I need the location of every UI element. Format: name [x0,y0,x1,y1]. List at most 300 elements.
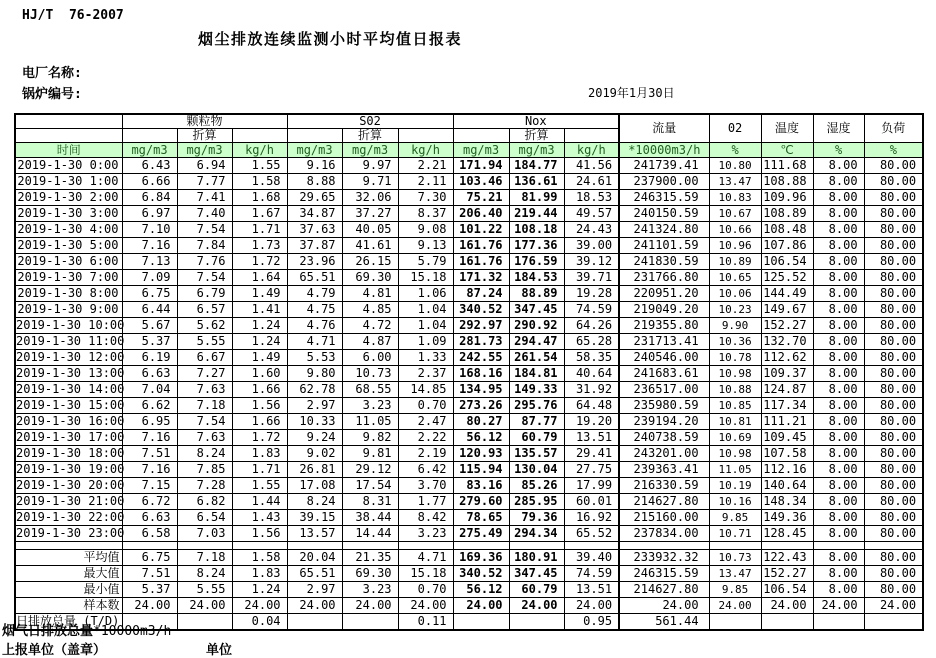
plant-name-label: 电厂名称: [22,66,82,81]
value-cell: 2.21 [398,158,453,174]
value-cell: 80.00 [864,254,923,270]
value-cell: 4.79 [287,286,342,302]
value-cell: 60.79 [509,430,564,446]
value-cell: 108.48 [761,222,813,238]
flue-gas-total-note [2,620,171,639]
value-cell: 0.95 [564,614,619,631]
value-cell: 161.76 [453,254,509,270]
time-cell: 2019-1-30 20:00 [16,478,125,492]
value-cell: 0.70 [398,582,453,598]
value-cell: 10.69 [709,430,761,446]
group-header-load: 负荷 [864,114,923,143]
value-cell: 7.54 [177,222,232,238]
summary-row [15,598,923,614]
value-cell: 1.73 [232,238,287,254]
value-cell: 7.51 [122,566,177,582]
value-cell: 7.28 [177,478,232,494]
value-cell: 24.43 [564,222,619,238]
time-cell: 2019-1-30 9:00 [15,302,122,318]
value-cell: 128.45 [761,526,813,542]
value-cell: 7.51 [122,446,177,462]
value-cell: 74.59 [564,566,619,582]
value-cell: 275.49 [453,526,509,542]
value-cell: 31.92 [564,382,619,398]
time-cell: 2019-1-30 13:00 [16,366,125,380]
value-cell: 4.72 [342,318,398,334]
data-row [15,222,923,238]
value-cell: 177.36 [509,238,564,254]
value-cell: 1.49 [232,286,287,302]
time-cell: 2019-1-30 5:00 [15,238,122,254]
value-cell: 10.23 [709,302,761,318]
summary-row [15,550,923,566]
value-cell: 3.23 [398,526,453,542]
value-cell: 80.00 [864,510,923,526]
value-cell: 8.00 [813,158,864,174]
time-cell: 2019-1-30 19:00 [16,462,125,476]
value-cell: 6.95 [122,414,177,430]
value-cell: 32.06 [342,190,398,206]
value-cell: 1.24 [232,318,287,334]
value-cell: 24.00 [864,598,923,614]
value-cell: 21.35 [342,550,398,566]
value-cell: 231766.80 [619,270,709,286]
time-cell: 2019-1-30 17:00 [16,430,125,444]
data-row [15,510,923,526]
unit-header-cell: *10000m3/h [619,143,709,158]
value-cell: 20.04 [287,550,342,566]
value-cell: 10.19 [709,478,761,494]
value-cell: 41.61 [342,238,398,254]
value-cell: 2.19 [398,446,453,462]
subheader-converted: 折算 [342,129,398,143]
value-cell: 7.77 [177,174,232,190]
value-cell: 13.47 [709,174,761,190]
value-cell: 8.00 [813,238,864,254]
value-cell: 10.67 [709,206,761,222]
value-cell: 24.00 [342,598,398,614]
value-cell: 85.26 [509,478,564,494]
value-cell: 214627.80 [619,582,709,598]
value-cell: 9.71 [342,174,398,190]
value-cell: 19.20 [564,414,619,430]
value-cell: 115.94 [453,462,509,478]
value-cell: 149.36 [761,510,813,526]
value-cell: 6.66 [122,174,177,190]
value-cell: 80.00 [864,174,923,190]
unit-header-cell: 时间 [15,143,122,158]
data-row [15,350,923,366]
value-cell: 10.06 [709,286,761,302]
unit-label: 单位 [206,643,233,658]
value-cell: 273.26 [453,398,509,414]
group-header-so2: S02 [287,114,453,129]
value-cell: 15.18 [398,270,453,286]
value-cell: 4.71 [287,334,342,350]
time-cell: 2019-1-30 15:00 [16,398,125,412]
value-cell: 24.61 [564,174,619,190]
group-header-flow: 流量 [619,114,709,143]
value-cell: 5.37 [122,334,177,350]
value-cell: 80.00 [864,398,923,414]
value-cell: 6.67 [177,350,232,366]
value-cell: 112.62 [761,350,813,366]
value-cell: 39.15 [287,510,342,526]
value-cell: 11.05 [342,414,398,430]
value-cell: 6.44 [122,302,177,318]
value-cell: 6.63 [122,366,177,382]
value-cell: 292.97 [453,318,509,334]
value-cell: 24.00 [761,598,813,614]
value-cell: 215160.00 [619,510,709,526]
value-cell: 106.54 [761,254,813,270]
value-cell: 6.62 [122,398,177,414]
value-cell: 294.47 [509,334,564,350]
group-header-pm: 颗粒物 [122,114,287,129]
value-cell: 29.65 [287,190,342,206]
value-cell: 6.82 [177,494,232,510]
summary-row [15,566,923,582]
value-cell: 27.75 [564,462,619,478]
time-cell: 2019-1-30 10:00 [16,318,125,332]
value-cell: 8.00 [813,550,864,566]
value-cell: 144.49 [761,286,813,302]
value-cell: 81.99 [509,190,564,206]
value-cell: 1.72 [232,430,287,446]
value-cell: 24.00 [813,598,864,614]
value-cell: 1.58 [232,174,287,190]
value-cell: 74.59 [564,302,619,318]
value-cell: 7.16 [122,430,177,446]
value-cell: 1.56 [232,398,287,414]
time-cell: 2019-1-30 6:00 [15,254,122,270]
value-cell: 64.48 [564,398,619,414]
unit-header-cell: kg/h [232,143,287,158]
value-cell [342,614,398,631]
value-cell: 1.44 [232,494,287,510]
value-cell: 8.00 [813,270,864,286]
value-cell: 290.92 [509,318,564,334]
value-cell: 3.23 [342,582,398,598]
value-cell: 13.57 [287,526,342,542]
value-cell: 108.88 [761,174,813,190]
value-cell: 60.01 [564,494,619,510]
data-row [15,526,923,542]
value-cell: 7.10 [122,222,177,238]
value-cell: 5.62 [177,318,232,334]
value-cell: 1.41 [232,302,287,318]
unit-header-cell: mg/m3 [453,143,509,158]
unit-header-cell: mg/m3 [122,143,177,158]
data-row [15,158,923,174]
value-cell: 16.92 [564,510,619,526]
value-cell: 64.26 [564,318,619,334]
value-cell: 1.66 [232,382,287,398]
value-cell: 7.63 [177,382,232,398]
value-cell: 6.58 [122,526,177,542]
data-row [15,254,923,270]
value-cell: 80.00 [864,446,923,462]
value-cell: 6.00 [342,350,398,366]
value-cell: 161.76 [453,238,509,254]
time-cell: 2019-1-30 2:00 [15,190,122,206]
value-cell: 295.76 [509,398,564,414]
value-cell: 7.54 [177,270,232,286]
value-cell: 5.37 [122,582,177,598]
data-row [15,462,923,478]
time-cell: 2019-1-30 21:00 [16,494,125,508]
value-cell: 11.05 [709,462,761,478]
value-cell: 9.85 [709,510,761,526]
value-cell: 108.89 [761,206,813,222]
time-cell: 2019-1-30 22:00 [16,510,125,524]
time-cell: 2019-1-30 4:00 [15,222,122,238]
value-cell [761,614,813,631]
value-cell: 152.27 [761,318,813,334]
value-cell: 9.82 [342,430,398,446]
value-cell: 246315.59 [619,190,709,206]
value-cell: 237900.00 [619,174,709,190]
group-header-row [15,114,923,129]
page-title: 烟尘排放连续监测小时平均值日报表 [197,30,462,48]
data-row [15,478,923,494]
value-cell: 10.16 [709,494,761,510]
value-cell: 87.24 [453,286,509,302]
value-cell: 7.18 [177,550,232,566]
value-cell: 23.96 [287,254,342,270]
value-cell: 40.64 [564,366,619,382]
value-cell: 13.51 [564,430,619,446]
value-cell: 8.00 [813,526,864,542]
value-cell: 4.85 [342,302,398,318]
value-cell: 1.72 [232,254,287,270]
value-cell: 279.60 [453,494,509,510]
value-cell: 8.00 [813,174,864,190]
data-row [15,302,923,318]
value-cell: 6.42 [398,462,453,478]
value-cell: 1.33 [398,350,453,366]
value-cell: 24.00 [232,598,287,614]
value-cell: 8.00 [813,222,864,238]
value-cell: 8.00 [813,190,864,206]
value-cell [453,614,509,631]
value-cell: 13.51 [564,582,619,598]
value-cell: 7.15 [122,478,177,494]
value-cell: 10.71 [709,526,761,542]
value-cell: 56.12 [453,430,509,446]
value-cell: 8.00 [813,318,864,334]
unit-header-cell: mg/m3 [342,143,398,158]
flue-gas-total-unit: *10000m3/h [93,624,172,639]
value-cell: 26.15 [342,254,398,270]
row-label-cell: 平均值 [15,550,122,566]
value-cell: 9.16 [287,158,342,174]
value-cell: 37.27 [342,206,398,222]
value-cell: 39.40 [564,550,619,566]
value-cell: 58.35 [564,350,619,366]
value-cell: 112.16 [761,462,813,478]
value-cell: 49.57 [564,206,619,222]
value-cell: 8.24 [177,566,232,582]
value-cell: 65.51 [287,566,342,582]
value-cell: 233932.32 [619,550,709,566]
value-cell: 80.00 [864,382,923,398]
value-cell: 109.45 [761,430,813,446]
value-cell: 1.58 [232,550,287,566]
value-cell: 24.00 [122,598,177,614]
value-cell: 220951.20 [619,286,709,302]
value-cell: 171.94 [453,158,509,174]
value-cell: 8.00 [813,382,864,398]
value-cell: 6.75 [122,286,177,302]
value-cell: 14.44 [342,526,398,542]
value-cell: 80.00 [864,334,923,350]
value-cell: 9.13 [398,238,453,254]
value-cell: 69.30 [342,270,398,286]
value-cell: 24.00 [619,598,709,614]
value-cell: 80.00 [864,158,923,174]
value-cell: 14.85 [398,382,453,398]
data-row [15,382,923,398]
group-header-nox: Nox [453,114,619,129]
data-row [15,494,923,510]
value-cell: 39.00 [564,238,619,254]
summary-row [15,582,923,598]
value-cell: 5.79 [398,254,453,270]
value-cell: 7.85 [177,462,232,478]
value-cell: 294.34 [509,526,564,542]
value-cell: 24.00 [509,598,564,614]
value-cell: 8.42 [398,510,453,526]
value-cell: 8.24 [287,494,342,510]
value-cell: 80.00 [864,238,923,254]
value-cell: 65.51 [287,270,342,286]
value-cell: 1.67 [232,206,287,222]
value-cell: 7.18 [177,398,232,414]
value-cell: 79.36 [509,510,564,526]
value-cell: 101.22 [453,222,509,238]
spacer-row [15,542,923,550]
report-table [14,113,924,631]
value-cell: 13.47 [709,566,761,582]
value-cell: 26.81 [287,462,342,478]
data-row [15,366,923,382]
standard-code: HJ/T 76-2007 [22,8,124,23]
value-cell: 10.98 [709,366,761,382]
value-cell: 8.88 [287,174,342,190]
value-cell: 111.21 [761,414,813,430]
value-cell: 7.04 [122,382,177,398]
value-cell: 0.70 [398,398,453,414]
value-cell [864,614,923,631]
value-cell: 8.00 [813,334,864,350]
value-cell: 6.63 [122,510,177,526]
report-unit-label: 上报单位（盖章） [2,643,107,658]
value-cell: 75.21 [453,190,509,206]
value-cell: 9.90 [709,318,761,334]
group-header-humidity: 湿度 [813,114,864,143]
value-cell: 1.04 [398,318,453,334]
unit-header-cell: kg/h [398,143,453,158]
flue-gas-total-label: 烟气日排放总量 [2,624,94,639]
value-cell: 149.67 [761,302,813,318]
value-cell: 109.96 [761,190,813,206]
value-cell: 3.23 [342,398,398,414]
value-cell: 10.66 [709,222,761,238]
value-cell: 80.00 [864,566,923,582]
value-cell: 109.37 [761,366,813,382]
value-cell: 8.00 [813,414,864,430]
value-cell: 8.31 [342,494,398,510]
value-cell: 214627.80 [619,494,709,510]
row-label-cell: 日排放总量 (T/D) [15,614,122,631]
time-cell: 2019-1-30 12:00 [16,350,125,364]
value-cell: 241739.41 [619,158,709,174]
value-cell: 80.00 [864,478,923,494]
value-cell: 8.00 [813,366,864,382]
data-row [15,430,923,446]
value-cell: 243201.00 [619,446,709,462]
value-cell: 1.49 [232,350,287,366]
value-cell: 80.00 [864,430,923,446]
value-cell [709,614,761,631]
value-cell: 19.28 [564,286,619,302]
value-cell: 1.43 [232,510,287,526]
value-cell: 2.47 [398,414,453,430]
row-label-cell: 样本数 [15,598,122,614]
value-cell: 8.00 [813,302,864,318]
value-cell: 240546.00 [619,350,709,366]
value-cell: 3.70 [398,478,453,494]
subheader-converted: 折算 [177,129,232,143]
value-cell: 340.52 [453,302,509,318]
value-cell: 6.79 [177,286,232,302]
value-cell: 8.00 [813,510,864,526]
value-cell: 80.00 [864,414,923,430]
value-cell: 4.75 [287,302,342,318]
value-cell: 136.61 [509,174,564,190]
time-cell: 2019-1-30 1:00 [15,174,122,190]
value-cell: 1.06 [398,286,453,302]
value-cell: 80.00 [864,270,923,286]
value-cell: 24.00 [453,598,509,614]
value-cell: 152.27 [761,566,813,582]
data-row [15,190,923,206]
value-cell: 39.12 [564,254,619,270]
value-cell: 235980.59 [619,398,709,414]
value-cell: 4.76 [287,318,342,334]
value-cell: 8.00 [813,446,864,462]
value-cell: 80.27 [453,414,509,430]
time-cell: 2019-1-30 3:00 [15,206,122,222]
value-cell [509,614,564,631]
value-cell: 1.83 [232,446,287,462]
value-cell: 80.00 [864,366,923,382]
value-cell: 68.55 [342,382,398,398]
value-cell: 8.00 [813,582,864,598]
value-cell: 6.19 [122,350,177,366]
value-cell: 240150.59 [619,206,709,222]
data-row [15,206,923,222]
value-cell: 80.00 [864,494,923,510]
value-cell: 80.00 [864,222,923,238]
value-cell: 239194.20 [619,414,709,430]
value-cell: 6.54 [177,510,232,526]
value-cell: 6.84 [122,190,177,206]
data-row [15,286,923,302]
value-cell: 9.81 [342,446,398,462]
value-cell: 130.04 [509,462,564,478]
